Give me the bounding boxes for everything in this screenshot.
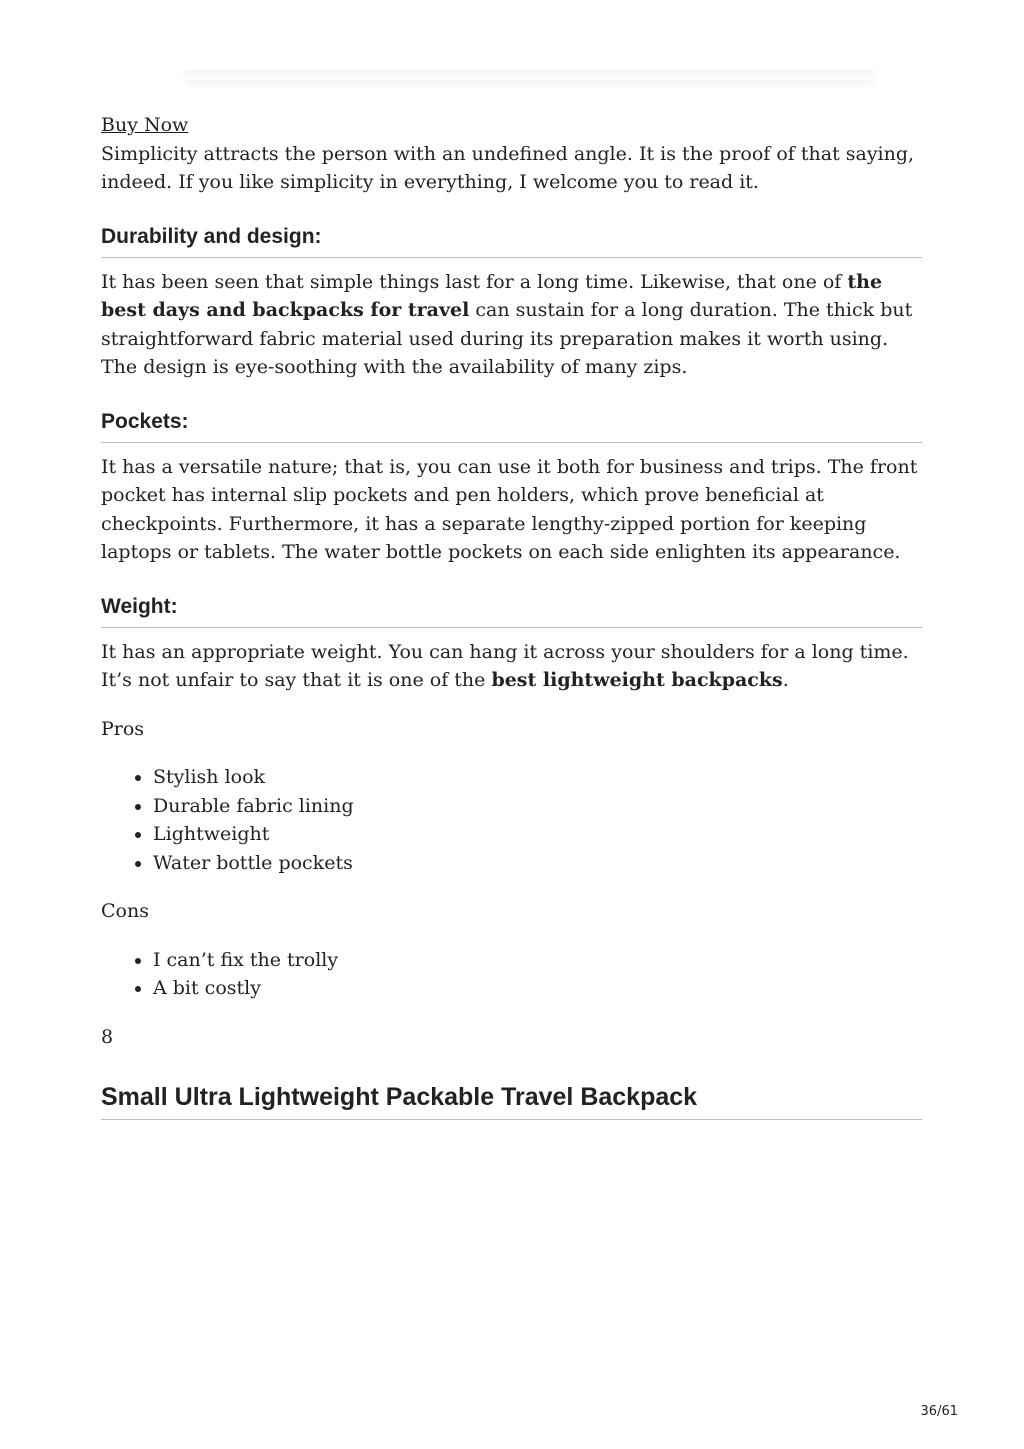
- list-item: • I can’t fix the trolly: [153, 946, 922, 975]
- image-frame-bottom: [185, 70, 875, 80]
- durability-paragraph: It has been seen that simple things last for a long time. Likewise, that one of the best days and backpacks for travel can sustain for a long duration. The thick but straightforward fabric material used during its preparation makes it worth using. The design is eye-soothing with the availability of many zips.: [101, 270, 913, 378]
- weight-heading: Weight:: [101, 593, 922, 628]
- page-number: 36/61: [920, 1404, 958, 1419]
- cons-label: Cons: [101, 900, 149, 922]
- list-item: • Lightweight: [153, 820, 922, 849]
- pockets-paragraph: It has a versatile nature; that is, you can use it both for business and trips. The front pocket has internal slip pockets and pen holders, which prove beneficial at checkpoints. Furthermore, it has a separate lengthy-zipped portion for keeping laptops or tablets. The water bottle pockets on each side enlighten its appearance.: [101, 455, 918, 563]
- pros-label: Pros: [101, 717, 145, 740]
- list-item: • Stylish look: [153, 763, 922, 792]
- article-content: [101, 111, 922, 1120]
- buy-now-link[interactable]: Buy Now: [101, 114, 189, 136]
- pros-list: [101, 763, 922, 877]
- list-item: • Durable fabric lining: [153, 792, 922, 821]
- weight-paragraph: It has an appropriate weight. You can hang it across your shoulders for a long time. It’s not unfair to say that it is one of the best lightweight backpacks.: [101, 640, 909, 691]
- intro-paragraph: Simplicity attracts the person with an undefined angle. It is the proof of that saying, indeed. If you like simplicity in everything, I welcome you to read it.: [101, 142, 915, 193]
- durability-heading: Durability and design:: [101, 223, 922, 258]
- list-item: • Water bottle pockets: [153, 849, 922, 878]
- cons-list: [101, 946, 922, 1003]
- list-item: • A bit costly: [153, 974, 922, 1003]
- product-title: Small Ultra Lightweight Packable Travel Backpack: [101, 1081, 922, 1120]
- pockets-heading: Pockets:: [101, 408, 922, 443]
- item-number: 8: [101, 1025, 114, 1048]
